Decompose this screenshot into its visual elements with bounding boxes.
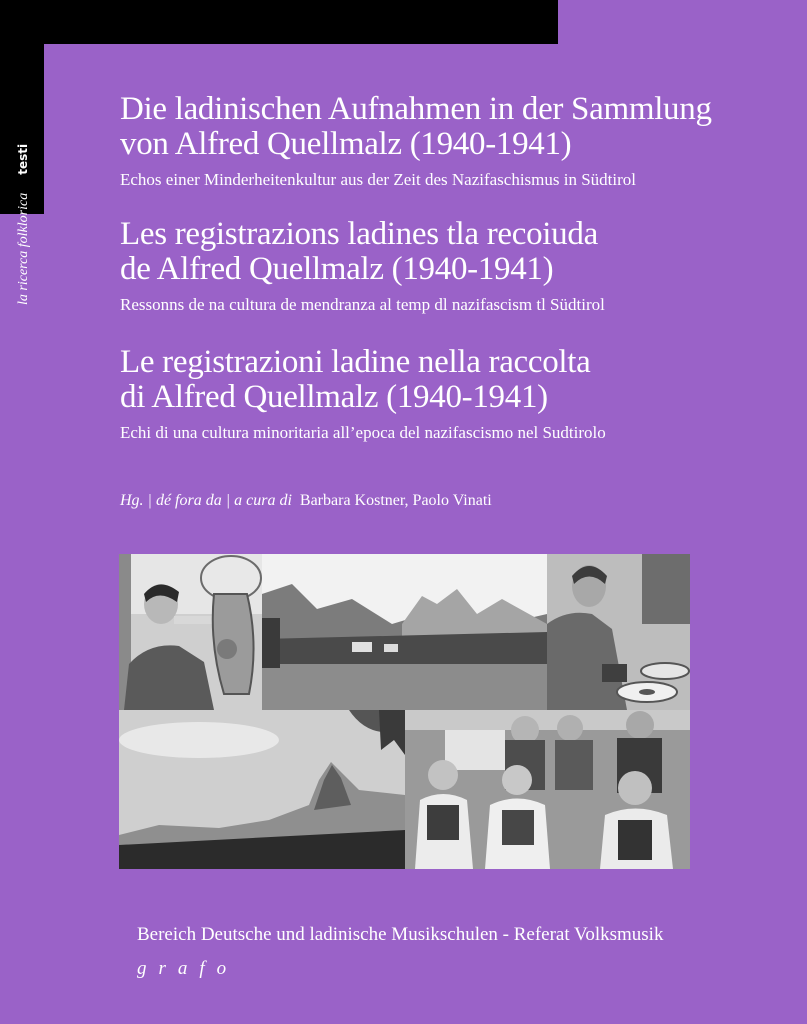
series-label bbox=[16, 144, 32, 305]
imprint-logo: grafo bbox=[137, 958, 239, 979]
photo-man-gramophone bbox=[547, 554, 690, 710]
subtitle-german: Echos einer Minderheitenkultur aus der Zeit des Nazifaschismus in Südtirol bbox=[120, 170, 637, 189]
title-block-ladin bbox=[120, 217, 780, 315]
title-block-german bbox=[120, 92, 780, 190]
title-italian-line1: Le registrazioni ladine nella raccolta bbox=[120, 344, 591, 380]
title-italian-line2: di Alfred Quellmalz (1940-1941) bbox=[120, 379, 548, 415]
series-name: la ricerca folklorica bbox=[16, 192, 31, 305]
publisher-line: Bereich Deutsche und ladinische Musikschulen - Referat Volksmusik bbox=[137, 924, 664, 945]
title-ladin bbox=[120, 217, 780, 287]
editors-names: Barbara Kostner, Paolo Vinati bbox=[299, 492, 492, 509]
title-german bbox=[120, 92, 780, 162]
photo-mountain-peaks bbox=[119, 710, 405, 869]
title-block-italian bbox=[120, 345, 780, 443]
title-ladin-line1: Les registrazions ladines tla recoiuda bbox=[120, 216, 598, 252]
top-black-bar bbox=[0, 0, 558, 44]
photo-mountain-village bbox=[262, 554, 547, 710]
subtitle-ladin: Ressonns de na cultura de mendranza al temp dl nazifascism tl Südtirol bbox=[120, 295, 605, 314]
photo-children-group bbox=[405, 710, 690, 869]
photo-collage bbox=[119, 554, 690, 869]
editors-label: Hg. | dé fora da | a cura di bbox=[120, 492, 292, 509]
subtitle-italian: Echi di una cultura minoritaria all’epoca del nazifascismo nel Sudtirolo bbox=[120, 423, 606, 442]
title-german-line1: Die ladinischen Aufnahmen in der Sammlung bbox=[120, 91, 712, 127]
title-italian bbox=[120, 345, 780, 415]
title-german-line2: von Alfred Quellmalz (1940-1941) bbox=[120, 126, 572, 162]
series-tag: testi bbox=[16, 143, 30, 175]
editors-line bbox=[120, 492, 492, 510]
title-ladin-line2: de Alfred Quellmalz (1940-1941) bbox=[120, 251, 554, 287]
photo-tuba-player bbox=[119, 554, 262, 710]
